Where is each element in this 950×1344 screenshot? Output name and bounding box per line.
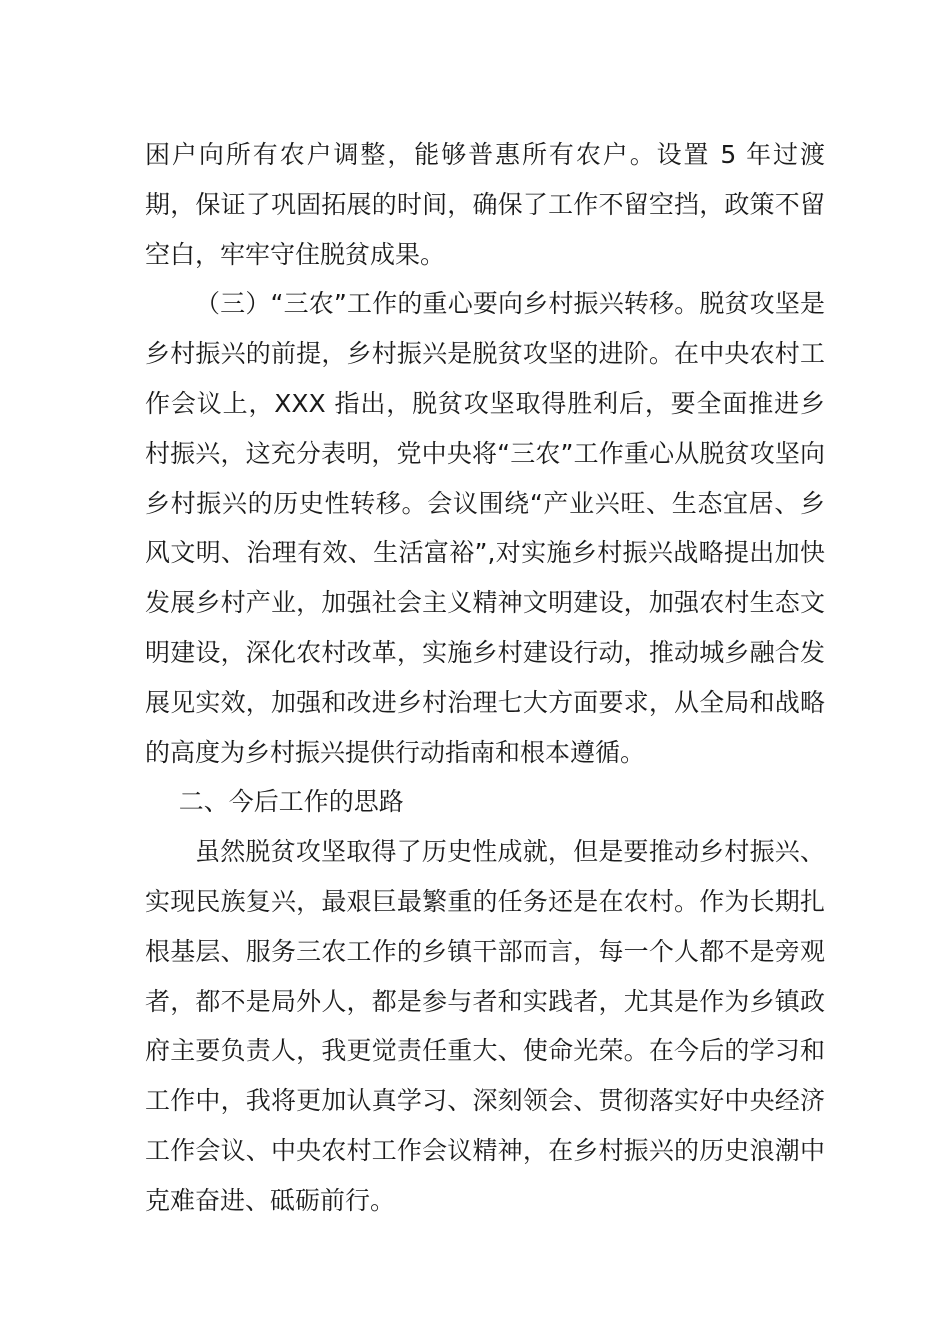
section-heading: 二、今后工作的思路: [178, 787, 404, 817]
document-page: [145, 130, 825, 1226]
paragraph-continuation: 困户向所有农户调整，能够普惠所有农户。设置 5 年过渡期，保证了巩固拓展的时间，确保了工作不留空挡，政策不留空白，牢牢守住脱贫成果。: [145, 140, 825, 269]
paragraph-section-three: （三）“三农”工作的重心要向乡村振兴转移。脱贫攻坚是乡村振兴的前提，乡村振兴是脱贫攻坚的进阶。在中央农村工作会议上，XXX 指出，脱贫攻坚取得胜利后，要全面推进乡村振兴，这充分表明，党中央将“三农”工作重心从脱贫攻坚向乡村振兴的历史性转移。会议围绕“产业兴旺、生态宜居、乡风文明、治理有效、生活富裕”,对实施乡村振兴战略提出加快发展乡村产业，加强社会主义精神文明建设，加强农村生态文明建设，深化农村改革，实施乡村建设行动，推动城乡融合发展见实效，加强和改进乡村治理七大方面要求，从全局和战略的高度为乡村振兴提供行动指南和根本遵循。: [145, 289, 825, 767]
paragraph-closing: 虽然脱贫攻坚取得了历史性成就，但是要推动乡村振兴、实现民族复兴，最艰巨最繁重的任务还是在农村。作为长期扎根基层、服务三农工作的乡镇干部而言，每一个人都不是旁观者，都不是局外人，都是参与者和实践者，尤其是作为乡镇政府主要负责人，我更觉责任重大、使命光荣。在今后的学习和工作中，我将更加认真学习、深刻领会、贯彻落实好中央经济工作会议、中央农村工作会议精神，在乡村振兴的历史浪潮中克难奋进、砥砺前行。: [145, 837, 825, 1215]
